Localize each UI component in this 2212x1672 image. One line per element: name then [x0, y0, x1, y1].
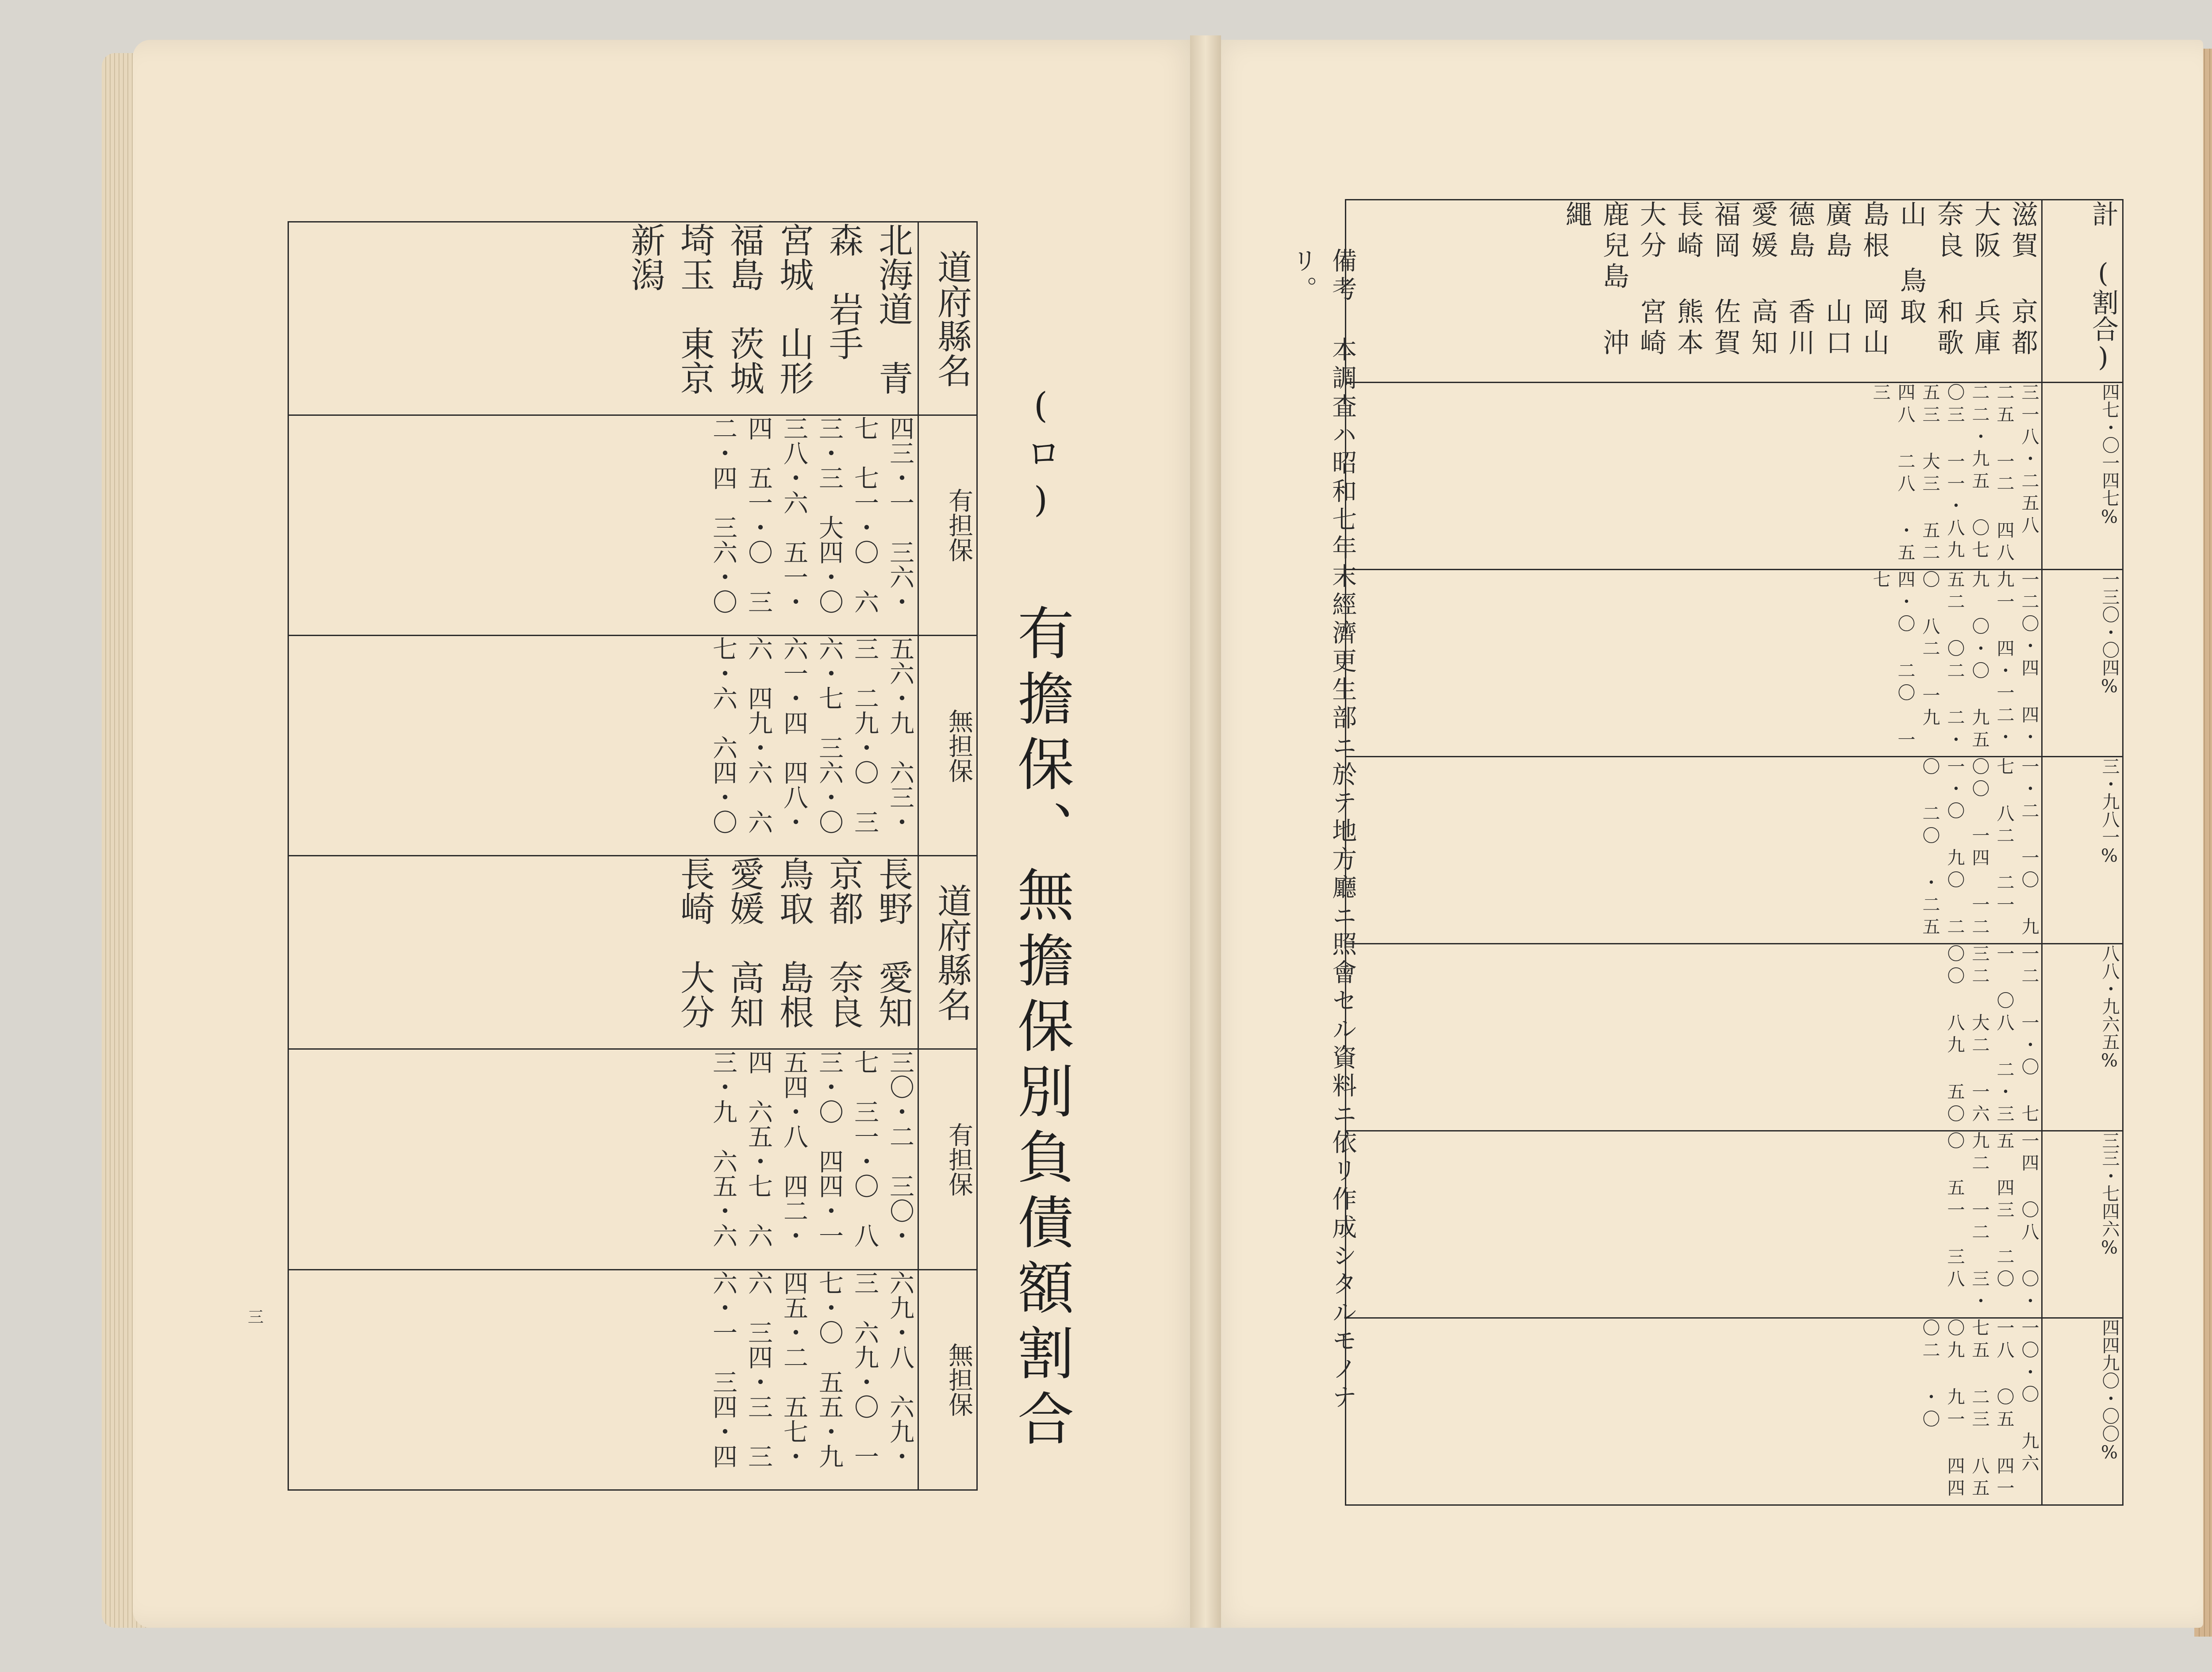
right-row-data: 一〇・〇 九六 一八 〇五 四一 七五 二三 八五 〇九 九一 四四 〇二 ・〇	[1346, 1318, 2042, 1505]
right-row-label: 四四九〇・〇〇%	[2042, 1318, 2123, 1505]
group2-secured-text: 三〇・二 三〇・七 三一・〇 八三・〇 四四・一 五四・八 四二・四 六五・七 六三・九 六五・六	[709, 1050, 914, 1273]
right-row-data: 三一八・二五八 二五 一二 四八 二二・九五 〇七 〇三 一一・八九 五三 大三 五二 四八 二八 ・五三	[1346, 383, 2042, 570]
header-unsecured-1: 無担保	[918, 636, 977, 856]
group2-secured	[288, 1049, 918, 1273]
book-spine	[1190, 35, 1221, 1628]
group1-names-text: 北海道 青森 岩手 宮城 山形 福島 茨城 埼玉 東京 新潟	[625, 222, 913, 430]
group1-secured	[288, 415, 918, 639]
right-row-data: 一二 一・〇 七一 〇八 二・三 三二 大二 一六 〇〇 八九 五〇	[1346, 944, 2042, 1131]
group2-names-text: 長野 愛知 京都 奈良 鳥取 島根 愛媛 高知 長崎 大分	[675, 856, 913, 1064]
header-secured-1: 有担保	[918, 415, 977, 635]
group1-unsecured	[288, 636, 918, 859]
group2-unsecured-text: 六九・八 六九・三 六九・〇 一七・〇 五五・九 四五・二 五七・六 三四・三 三六・一 三四・四	[709, 1270, 914, 1493]
group2-names	[288, 856, 918, 1064]
right-row-label: 四七・〇一四七%	[2042, 383, 2123, 570]
group1-names	[288, 222, 918, 430]
right-header-total: 計 (割合)	[2042, 200, 2123, 383]
header-prefecture-1: 道府縣名	[918, 222, 977, 415]
section-heading	[1000, 385, 1081, 1455]
right-row-label: 三三・七四六%	[2042, 1131, 2123, 1318]
right-row-data: 一・二 一〇 九七 八二 二一 〇〇 一四 一二 一・〇 九〇 二〇 二〇 ・二五	[1346, 757, 2042, 944]
right-row-label: 八八・九六五%	[2042, 944, 2123, 1131]
group1-unsecured-text: 五六・九 六三・三 二九・〇 三六・七 三六・〇 六一・四 四八・六 四九・六 六七・六 六四・〇	[709, 636, 914, 859]
header-prefecture-2: 道府縣名	[918, 856, 977, 1049]
right-row-label: 一三〇・〇四%	[2042, 570, 2123, 757]
section-title: 有擔保、無擔保別負債額割合	[1008, 604, 1074, 1455]
right-row-data: 一四 〇八 〇・五 四三 二〇 九二 一二 三・〇 五一 三八	[1346, 1131, 2042, 1318]
right-row-label: 三・九八一%	[2042, 757, 2123, 944]
left-debt-ratio-table	[288, 221, 978, 1491]
right-row-data: 一二〇・四 四・九一 四・一二・九 〇・〇 九五 五二 〇二 二・〇 八二 一九 四・〇 二〇 一七	[1346, 570, 2042, 757]
group1-secured-text: 四三・一 三六・七 七一・〇 六三・三 大四・〇 三八・六 五一・四 五一・〇 三二・四 三六・〇	[709, 415, 914, 639]
section-label: (ロ)	[1020, 385, 1061, 529]
right-debt-table	[1345, 199, 2124, 1506]
header-secured-2: 有担保	[918, 1049, 977, 1269]
remark-note: 備考 本調査ハ昭和七年末經濟更生部ニ於テ地方廳ニ照會セル資料ニ依リ作成シタルモノナリ。	[1288, 248, 1357, 1412]
group2-unsecured	[288, 1269, 918, 1493]
right-header-names: 滋賀 京都 大阪 兵庫 奈良 和歌山 鳥取 島根 岡山 廣島 山口 德島 香川 愛媛 高知 福岡 佐賀 長崎 熊本 大分 宮崎 鹿兒島 沖繩	[1346, 200, 2042, 383]
page-number: 三	[248, 1308, 264, 1327]
header-unsecured-2: 無担保	[918, 1269, 977, 1490]
